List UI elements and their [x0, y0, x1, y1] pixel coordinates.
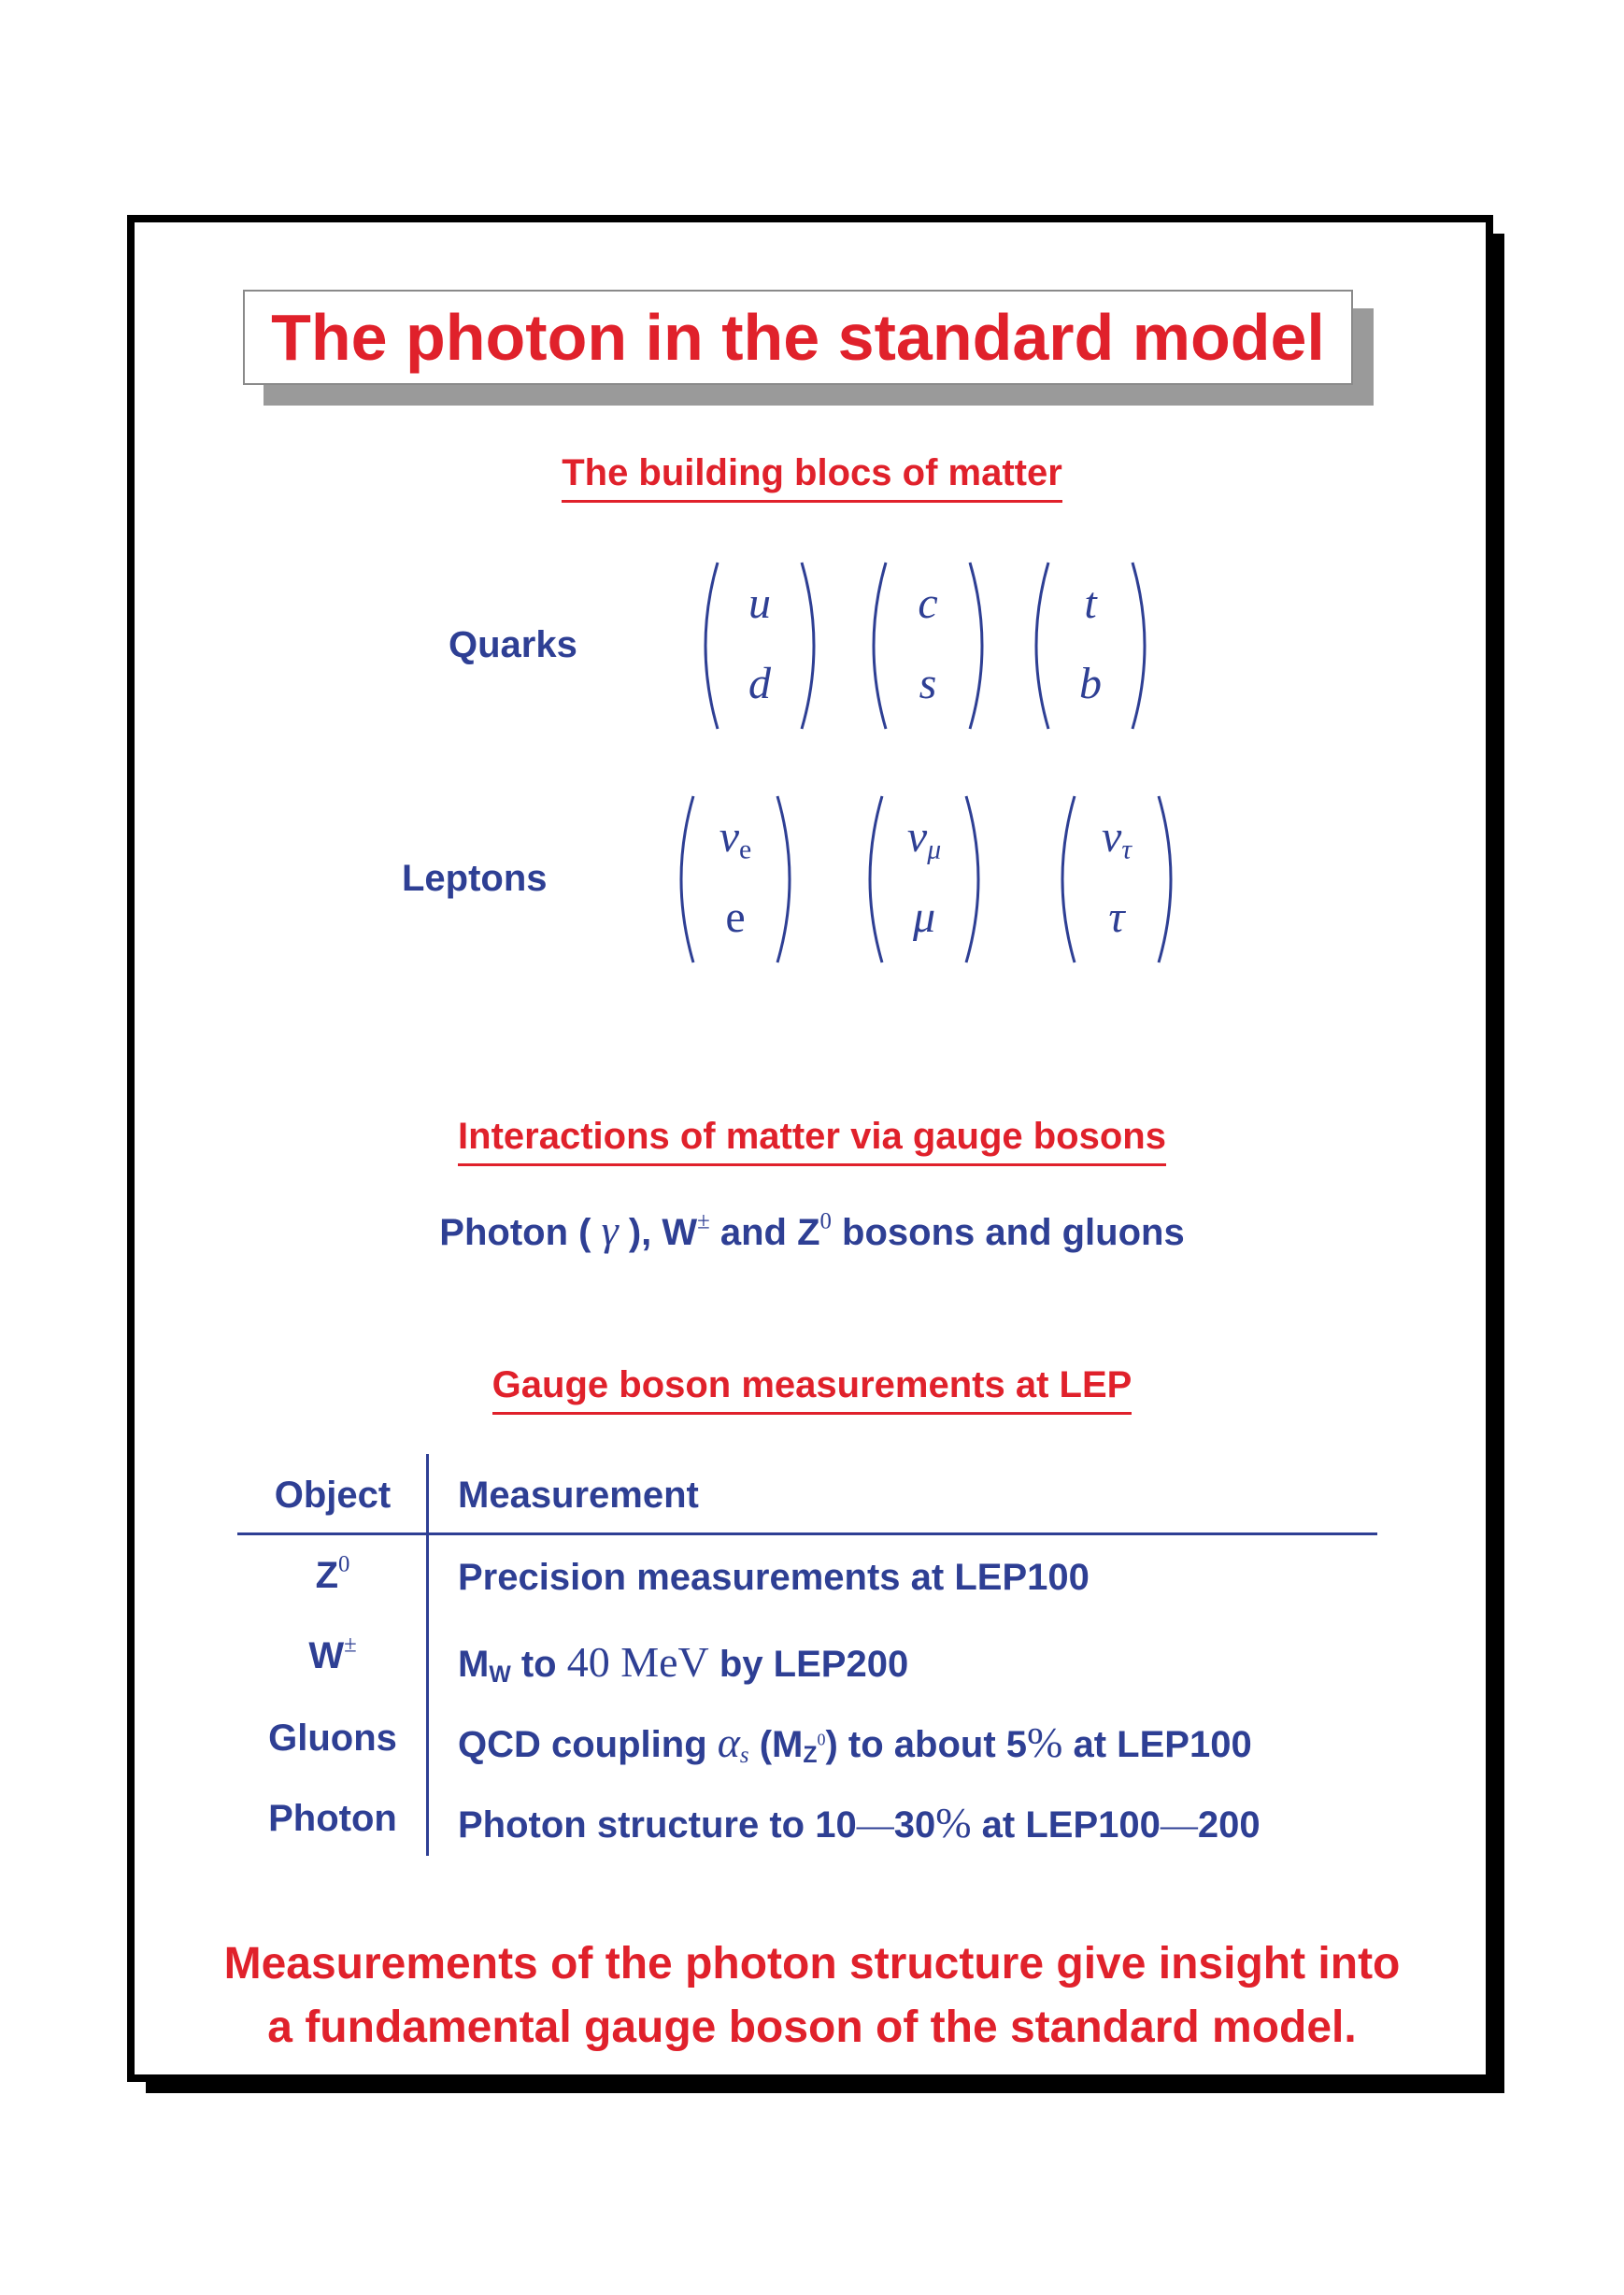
- conclusion-line-2: a fundamental gauge boson of the standard model.: [267, 2003, 1357, 2052]
- title-box: [243, 290, 1353, 385]
- tau-neutrino: $\nu_\tau$: [1102, 812, 1132, 865]
- table-row-measurement: QCD coupling $\alpha_s$ $(M_Z^0)$ to about 5% at LEP100: [458, 1718, 1252, 1769]
- quark-top: t: [1084, 578, 1097, 628]
- lepton-doublet-3: [1047, 792, 1187, 966]
- leptons-label: Leptons: [402, 858, 548, 899]
- bosons-line: Photon ( γ ), W± and $Z^0$ bosons and gluons: [439, 1206, 1185, 1254]
- table-row-measurement: Photon structure to 10—30% at LEP100—200: [458, 1799, 1261, 1846]
- heading-interactions: Interactions of matter via gauge bosons: [0, 1116, 1624, 1166]
- conclusion-line-1: Measurements of the photon structure give insight into: [223, 1939, 1401, 1989]
- lepton-doublet-2: [854, 792, 994, 966]
- quark-doublet-3: [1020, 559, 1161, 733]
- tau: τ: [1108, 892, 1125, 942]
- table-row-object: W±: [308, 1632, 357, 1676]
- heading-lep-measurements: Gauge boson measurements at LEP: [0, 1364, 1624, 1415]
- table-row-measurement: Precision measurements at LEP100: [458, 1557, 1090, 1598]
- gamma-symbol: γ: [601, 1206, 619, 1254]
- table-header-measurement: Measurement: [458, 1475, 699, 1516]
- muon-neutrino: $\nu_\mu$: [906, 812, 942, 865]
- table-header-object: Object: [274, 1475, 392, 1516]
- electron-neutrino: $\nu_e$: [719, 812, 752, 865]
- table-row-object: $Z^0$: [315, 1551, 350, 1596]
- muon: μ: [912, 892, 936, 942]
- quark-strange: s: [919, 659, 937, 708]
- quarks-label: Quarks: [449, 624, 577, 665]
- lepton-doublet-1: [665, 792, 805, 966]
- table-header-rule: [237, 1532, 1377, 1535]
- heading-building-blocs: The building blocs of matter: [0, 452, 1624, 503]
- page-title: The photon in the standard model: [271, 301, 1325, 374]
- table-row-measurement: $M_W$ to 40 MeV by LEP200: [458, 1638, 909, 1689]
- quark-charm: c: [918, 578, 938, 628]
- table-row-object: Photon: [268, 1798, 397, 1839]
- quark-doublet-1: [690, 559, 830, 733]
- quark-down: d: [748, 659, 771, 708]
- quark-up: u: [748, 578, 771, 628]
- electron: e: [725, 892, 746, 942]
- table-row-object: Gluons: [268, 1718, 397, 1759]
- quark-bottom: b: [1079, 659, 1102, 708]
- conclusion-text: [0, 1932, 1624, 2060]
- quark-doublet-2: [858, 559, 998, 733]
